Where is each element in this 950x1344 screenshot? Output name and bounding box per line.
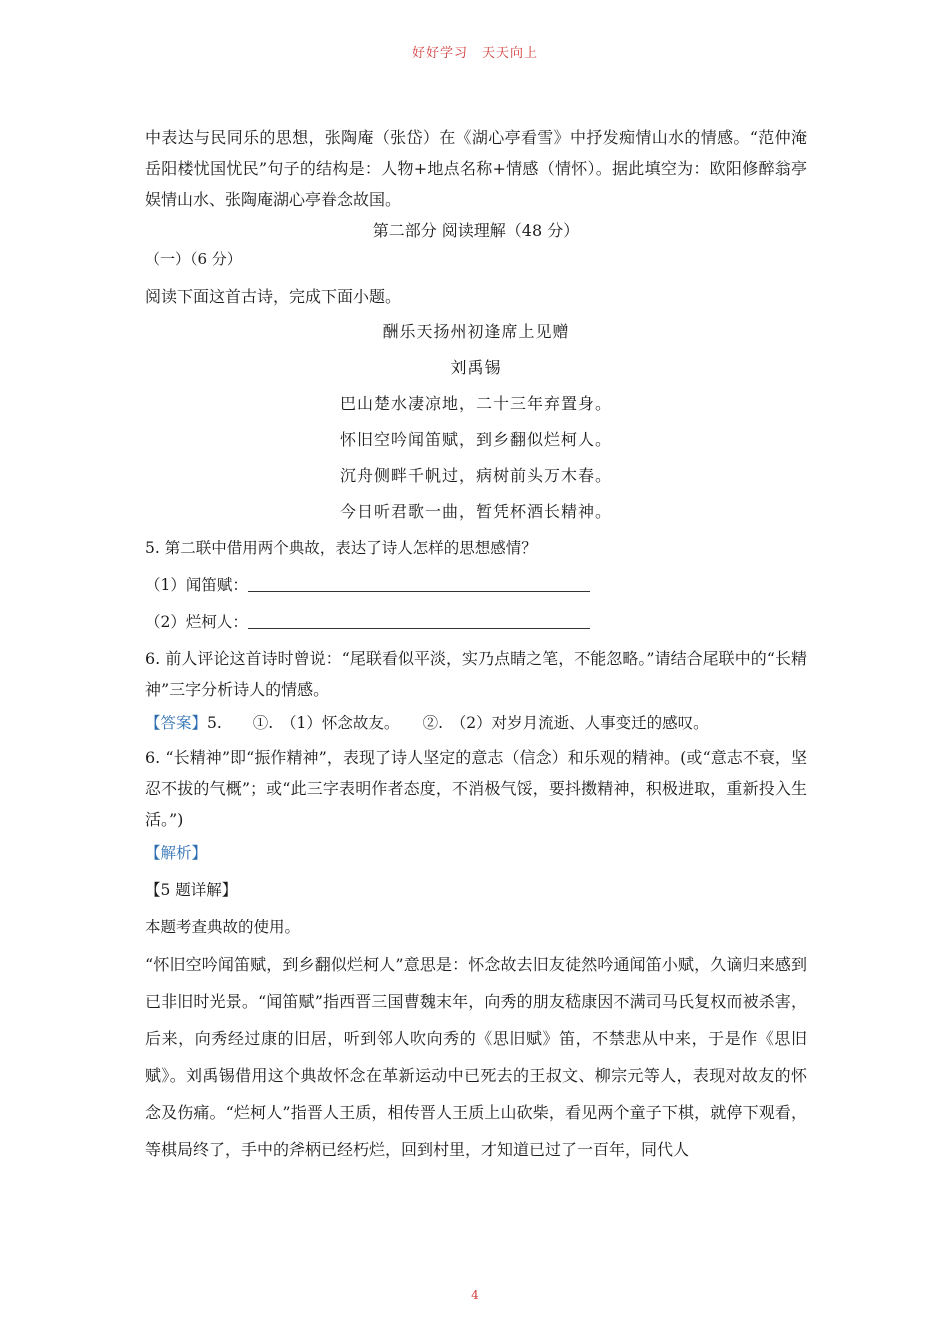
page-header: 好好学习 天天向上	[411, 46, 538, 61]
detail-intro: 本题考查典故的使用。	[145, 918, 301, 936]
answer-blank-line	[248, 573, 590, 592]
answer-blank-line	[248, 610, 590, 629]
answer-6: 6. “长精神”即“振作精神”，表现了诗人坚定的意志（信念）和乐观的精神。(或“意志不衰，坚忍不拔的气概”；或“此三字表明作者态度，不消极气馁，要抖擞精神，积极进取，重新投入生活。”)	[145, 748, 807, 829]
subsection-title: （一）（6 分）	[145, 250, 242, 268]
question-6: 6. 前人评论这首诗时曾说：“尾联看似平淡，实乃点睛之笔，不能忽略。”请结合尾联中的“长精神”三字分析诗人的情感。	[145, 649, 807, 699]
poem	[145, 314, 807, 530]
question-5-1	[145, 567, 807, 604]
question-5-2-label: （2）烂柯人：	[145, 613, 248, 631]
poem-author: 刘禹锡	[450, 358, 502, 377]
answer-line	[145, 705, 807, 742]
detail-body: “怀旧空吟闻笛赋，到乡翻似烂柯人”意思是：怀念故去旧友徒然吟通闻笛小赋，久谪归来感到已非旧时光景。“闻笛赋”指西晋三国曹魏末年，向秀的朋友嵇康因不满司马氏复权而被杀害，后来，向秀经过康的旧居，听到邻人吹向秀的《思旧赋》笛，不禁悲从中来，于是作《思旧赋》。刘禹锡借用这个典故怀念在革新运动中已死去的王叔文、柳宗元等人，表现对故友的怀念及伤痛。“烂柯人”指晋人王质，相传晋人王质上山砍柴，看见两个童子下棋，就停下观看，等棋局终了，手中的斧柄已经朽烂，回到村里，才知道已过了一百年，同代人	[145, 955, 807, 1159]
poem-line: 沉舟侧畔千帆过，病树前头万木春。	[339, 466, 612, 485]
poem-title: 酬乐天扬州初逢席上见赠	[382, 322, 570, 341]
poem-line: 今日听君歌一曲，暂凭杯酒长精神。	[339, 502, 612, 521]
poem-line: 怀旧空吟闻笛赋，到乡翻似烂柯人。	[339, 430, 612, 449]
question-5-1-label: （1）闻笛赋：	[145, 576, 248, 594]
intro-paragraph: 中表达与民同乐的思想，张陶庵（张岱）在《湖心亭看雪》中抒发痴情山水的情感。“范仲淹岳阳楼忧国忧民”句子的结构是：人物+地点名称+情感（情怀）。据此填空为：欧阳修醉翁亭娱情山水、张陶庵湖心亭眷念故国。	[145, 128, 807, 209]
document-body	[145, 122, 807, 1168]
poem-line: 巴山楚水凄凉地，二十三年弃置身。	[339, 394, 612, 413]
detail-tag: 【5 题详解】	[145, 881, 238, 899]
answer-tag: 【答案】	[145, 714, 208, 732]
analysis-tag: 【解析】	[145, 844, 208, 862]
section-title: 第二部分 阅读理解（48 分）	[372, 221, 580, 240]
question-5: 5. 第二联中借用两个典故，表达了诗人怎样的思想感情？	[145, 539, 537, 557]
instruction-text: 阅读下面这首古诗，完成下面小题。	[145, 287, 402, 306]
page-number: 4	[471, 1288, 479, 1302]
question-5-2	[145, 604, 807, 641]
answer-text: 5. ①. （1）怀念故友。 ②. （2）对岁月流逝、人事变迁的感叹。	[207, 714, 709, 732]
